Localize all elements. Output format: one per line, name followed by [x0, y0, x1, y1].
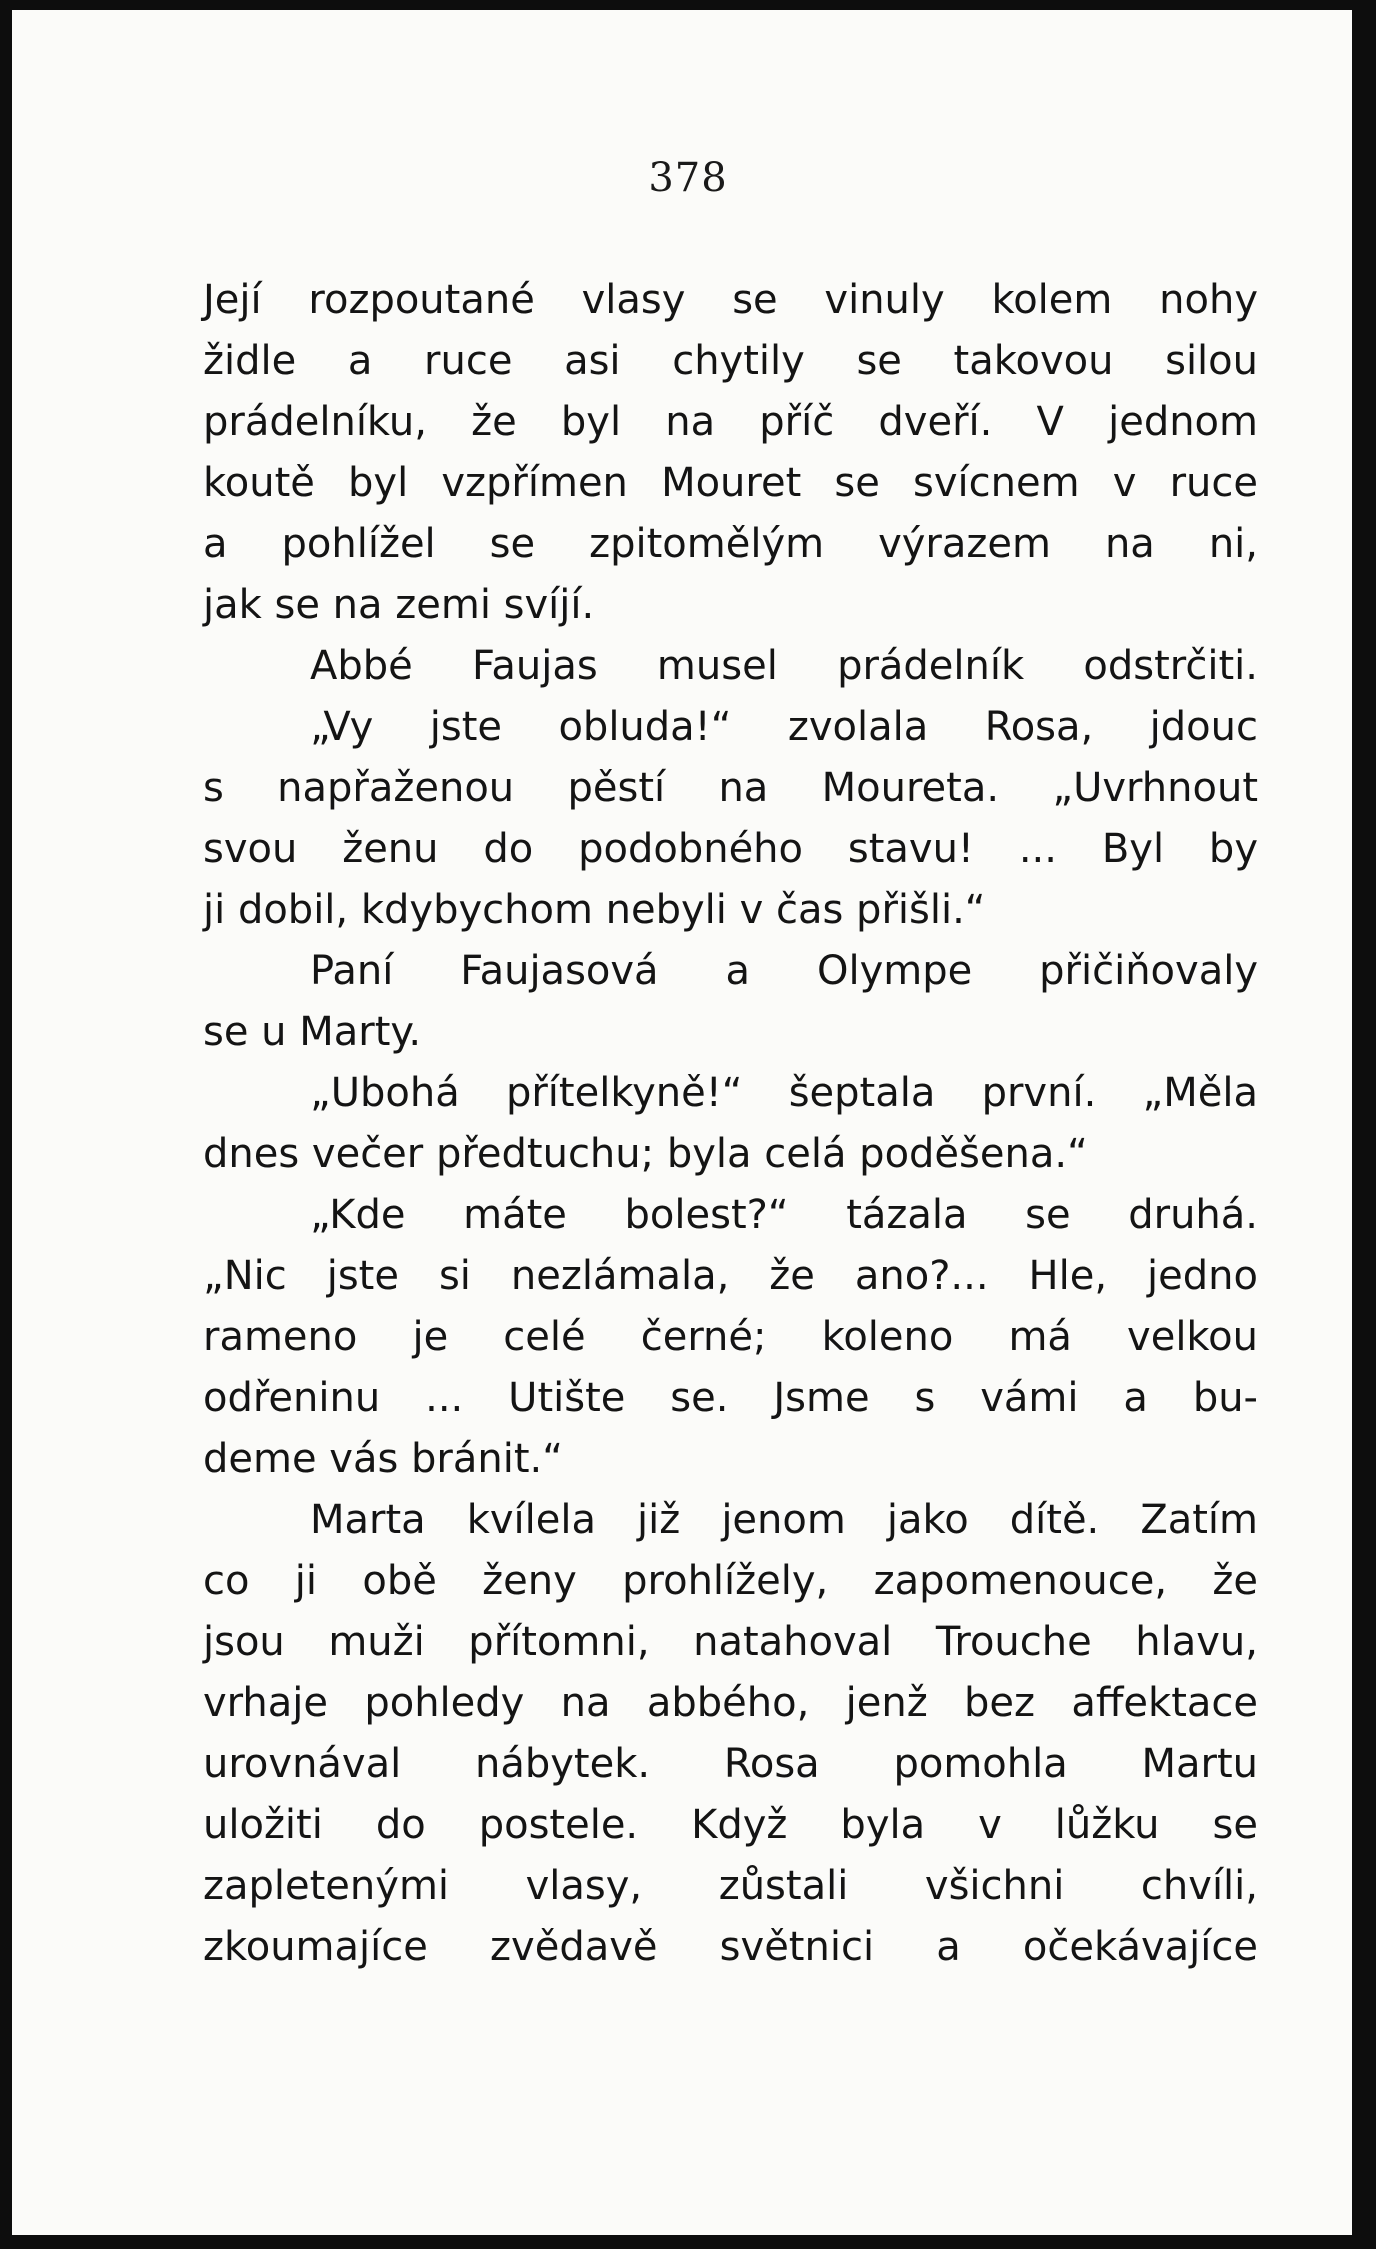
text-line: co ji obě ženy prohlížely, zapomenouce, že	[203, 1558, 1258, 1604]
text-line: odřeninu ... Utište se. Jsme s vámi a bu-	[203, 1375, 1258, 1421]
text-line: zapletenými vlasy, zůstali všichni chvíli,	[203, 1863, 1258, 1909]
text-line: Marta kvílela již jenom jako dítě. Zatím	[310, 1497, 1258, 1543]
text-line: jak se na zemi svíjí.	[203, 582, 595, 628]
text-line: koutě byl vzpřímen Mouret se svícnem v ruce	[203, 460, 1258, 506]
text-line: dnes večer předtuchu; byla celá poděšena.“	[203, 1131, 1088, 1177]
text-line: prádelníku, že byl na příč dveří. V jednom	[203, 399, 1258, 445]
text-line: a pohlížel se zpitomělým výrazem na ni,	[203, 521, 1258, 567]
text-line: „Vy jste obluda!“ zvolala Rosa, jdouc	[310, 704, 1258, 750]
text-line: zkoumajíce zvědavě světnici a očekávajíce	[203, 1924, 1258, 1970]
text-line: židle a ruce asi chytily se takovou silou	[203, 338, 1258, 384]
text-line: „Nic jste si nezlámala, že ano?... Hle, jedno	[203, 1253, 1258, 1299]
text-line: rameno je celé černé; koleno má velkou	[203, 1314, 1258, 1360]
text-line: svou ženu do podobného stavu! ... Byl by	[203, 826, 1258, 872]
page-number: 378	[648, 155, 728, 201]
text-line: ji dobil, kdybychom nebyli v čas přišli.“	[203, 887, 986, 933]
text-line: s napřaženou pěstí na Moureta. „Uvrhnout	[203, 765, 1258, 811]
text-line: jsou muži přítomni, natahoval Trouche hlavu,	[203, 1619, 1258, 1665]
text-line: urovnával nábytek. Rosa pomohla Martu	[203, 1741, 1258, 1787]
text-line: vrhaje pohledy na abbého, jenž bez affektace	[203, 1680, 1258, 1726]
text-line: „Kde máte bolest?“ tázala se druhá.	[310, 1192, 1258, 1238]
text-line: Její rozpoutané vlasy se vinuly kolem nohy	[203, 277, 1258, 323]
text-line: uložiti do postele. Když byla v lůžku se	[203, 1802, 1258, 1848]
text-line: se u Marty.	[203, 1009, 422, 1055]
page-body-text	[203, 270, 1258, 1978]
text-line: Abbé Faujas musel prádelník odstrčiti.	[310, 643, 1258, 689]
text-line: „Ubohá přítelkyně!“ šeptala první. „Měla	[310, 1070, 1258, 1116]
text-line: Paní Faujasová a Olympe přičiňovaly	[310, 948, 1258, 994]
text-line: deme vás bránit.“	[203, 1436, 563, 1482]
